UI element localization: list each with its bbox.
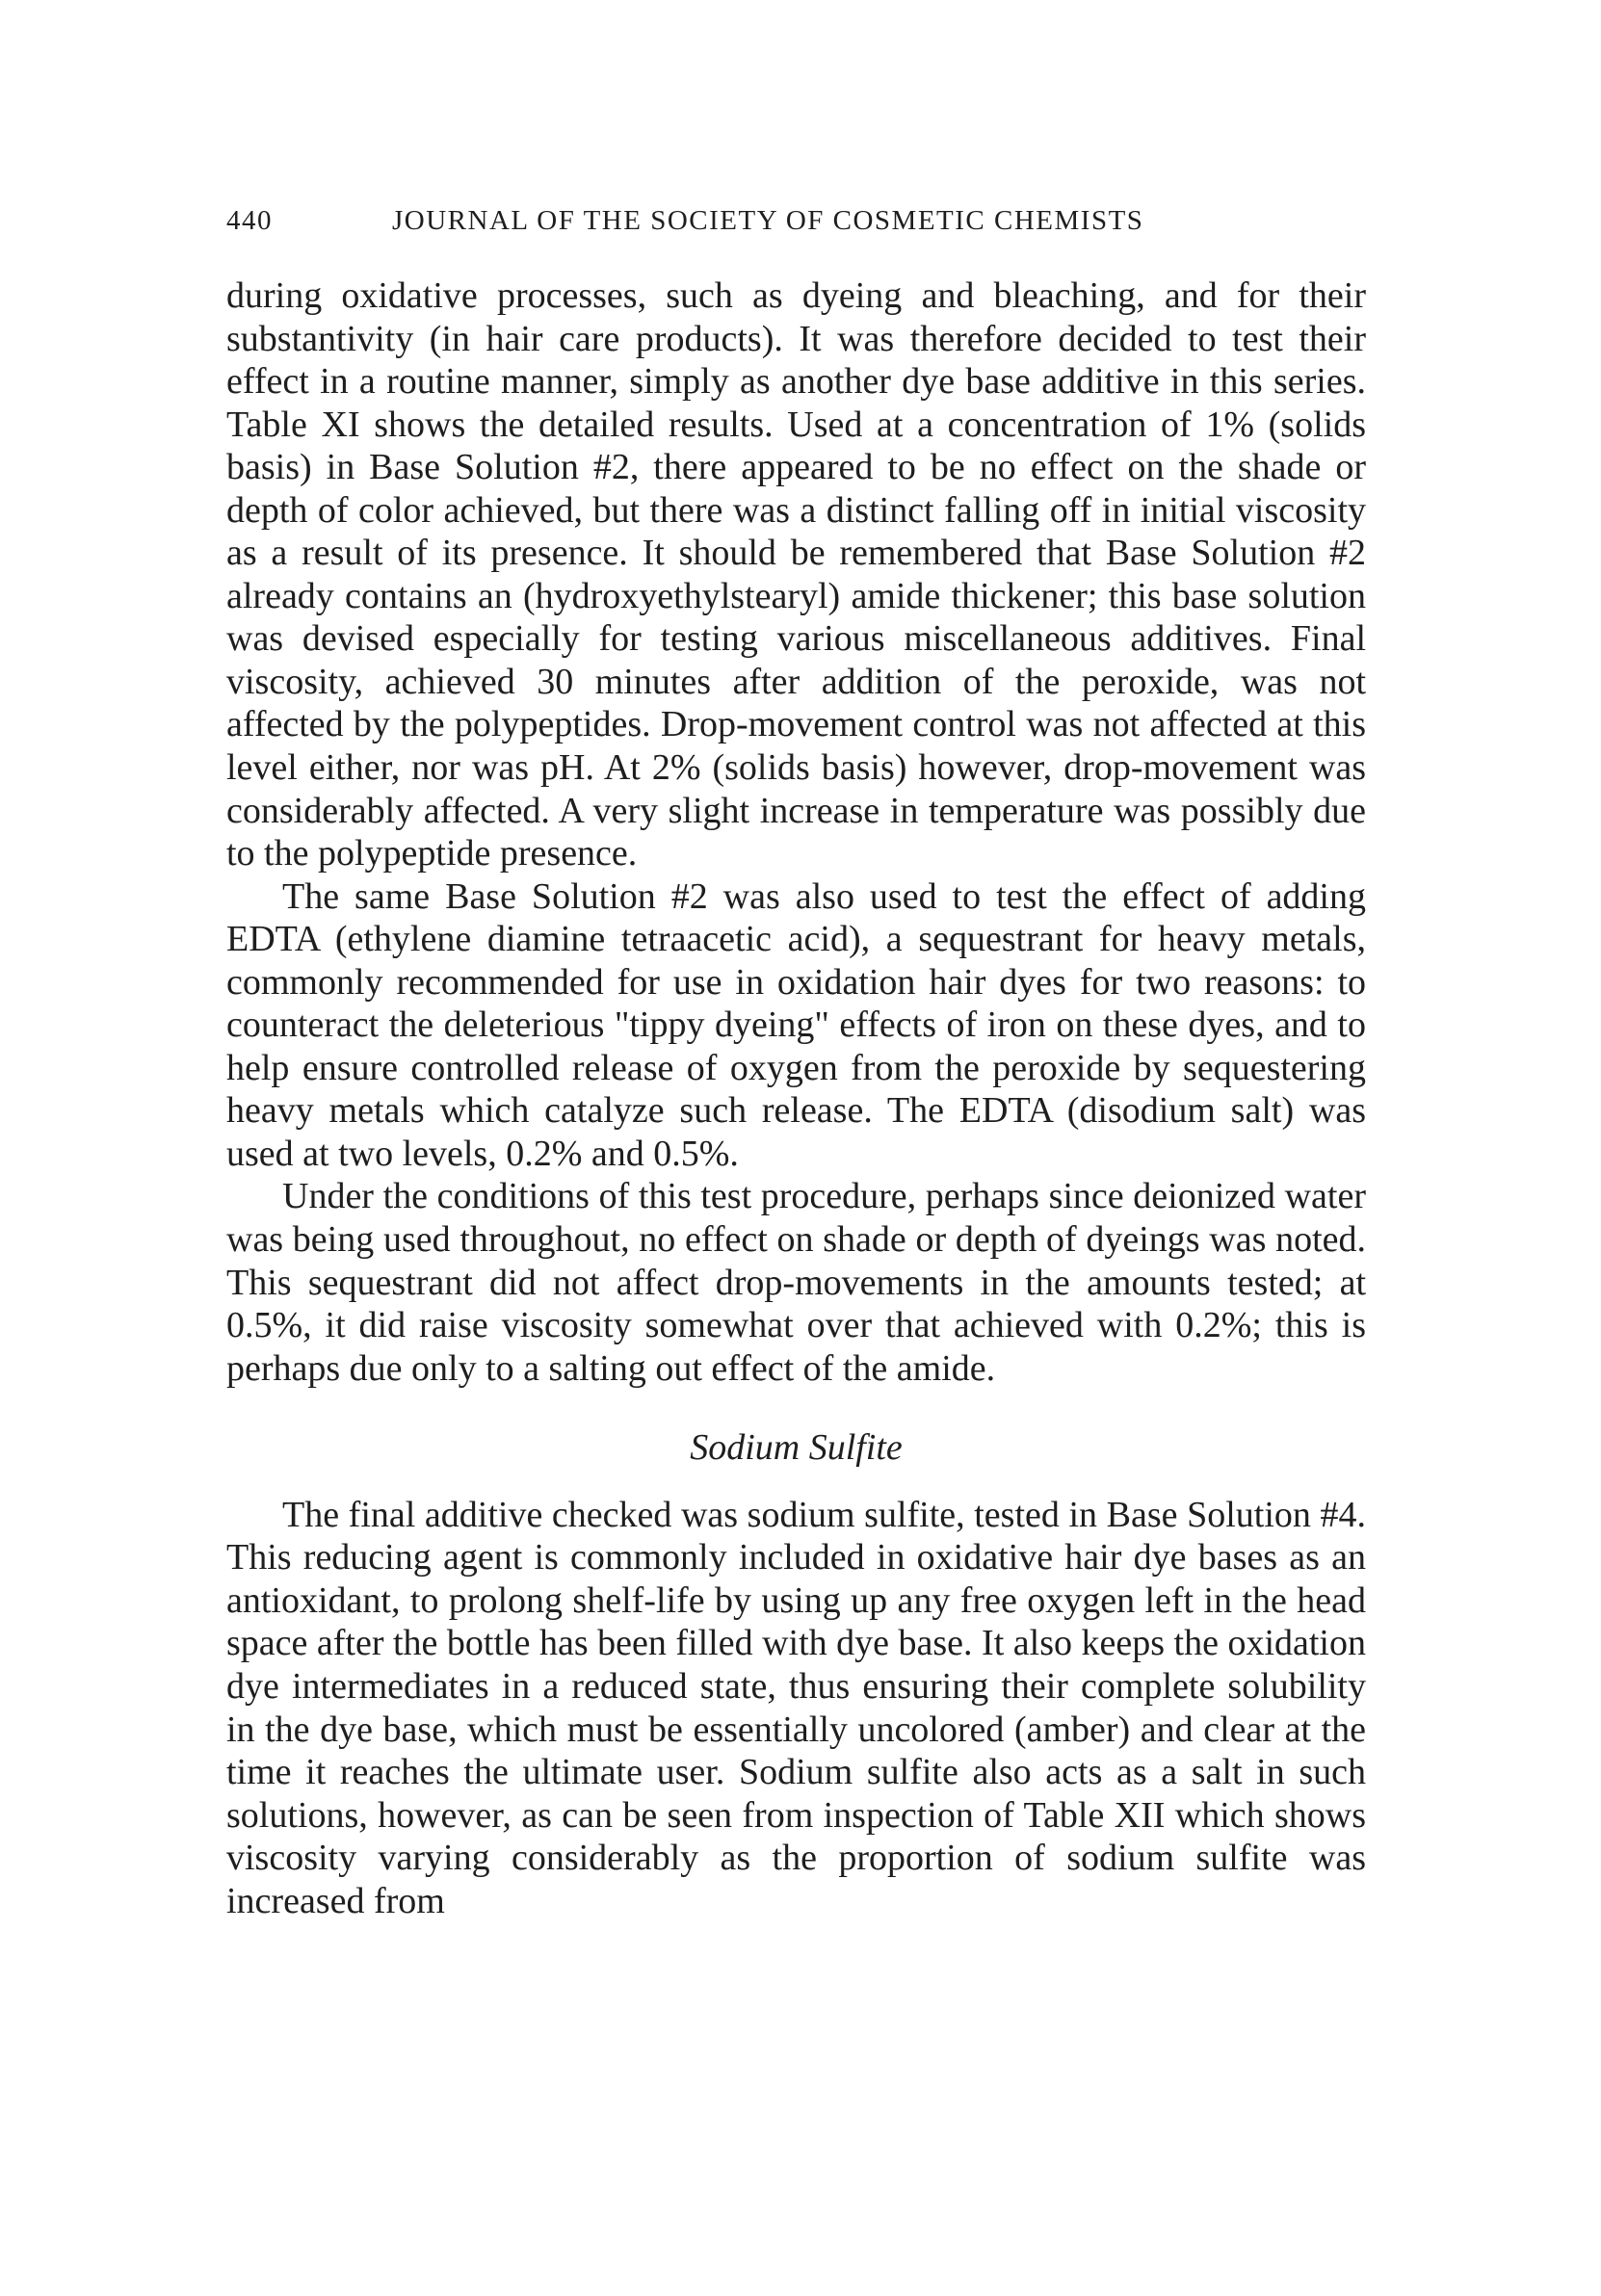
section-heading: Sodium Sulfite — [690, 1427, 903, 1469]
page-number: 440 — [226, 205, 273, 236]
paragraph: The same Base Solution #2 was also used to test the effect of adding EDTA (ethylene diamine tetraacetic acid), a sequestrant for heavy metals, commonly recommended for use in oxidation hair dyes for two reasons: to counteract the deleterious "tippy dyeing" effects of iron on these dyes, and to help ensure controlled release of oxygen from the peroxide by sequestering heavy metals which catalyze such release. The EDTA (disodium salt) was used at two levels, 0.2% and 0.5%. — [226, 875, 1366, 1174]
page-header — [226, 205, 1363, 244]
paragraph: Under the conditions of this test procedure, perhaps since deionized water was being used throughout, no effect on shade or depth of dyeings was noted. This sequestrant did not affect drop-movements in the amounts tested; at 0.5%, it did raise viscosity somewhat over that achieved with 0.2%; this is perhaps due only to a salting out effect of the amide. — [226, 1176, 1366, 1389]
paragraph: The final additive checked was sodium sulfite, tested in Base Solution #4. This reducing agent is commonly included in oxidative hair dye bases as an antioxidant, to prolong shelf-life by using up any free oxygen left in the head space after the bottle has been filled with dye base. It also keeps the oxidation dye intermediates in a reduced state, thus ensuring their complete solubility in the dye base, which must be essentially uncolored (amber) and clear at the time it reaches the ultimate user. Sodium sulfite also acts as a salt in such solutions, however, as can be seen from inspection of Table XII which shows viscosity varying considerably as the proportion of sodium sulfite was increased from — [226, 1494, 1366, 1921]
running-head: JOURNAL OF THE SOCIETY OF COSMETIC CHEMISTS — [392, 205, 1144, 236]
paragraph: during oxidative processes, such as dyeing and bleaching, and for their substantivity (in hair care products). It was therefore decided to test their effect in a routine manner, simply as another dye base additive in this series. Table XI shows the detailed results. Used at a concentration of 1% (solids basis) in Base Solution #2, there appeared to be no effect on the shade or depth of color achieved, but there was a distinct falling off in initial viscosity as a result of its presence. It should be remembered that Base Solution #2 already contains an (hydroxyethylstearyl) amide thickener; this base solution was devised especially for testing various miscellaneous additives. Final viscosity, achieved 30 minutes after addition of the peroxide, was not affected by the polypeptides. Drop-movement control was not affected at this level either, nor was pH. At 2% (solids basis) however, drop-movement was considerably affected. A very slight increase in temperature was possibly due to the polypeptide presence. — [226, 275, 1366, 874]
article-body — [226, 274, 1366, 1922]
